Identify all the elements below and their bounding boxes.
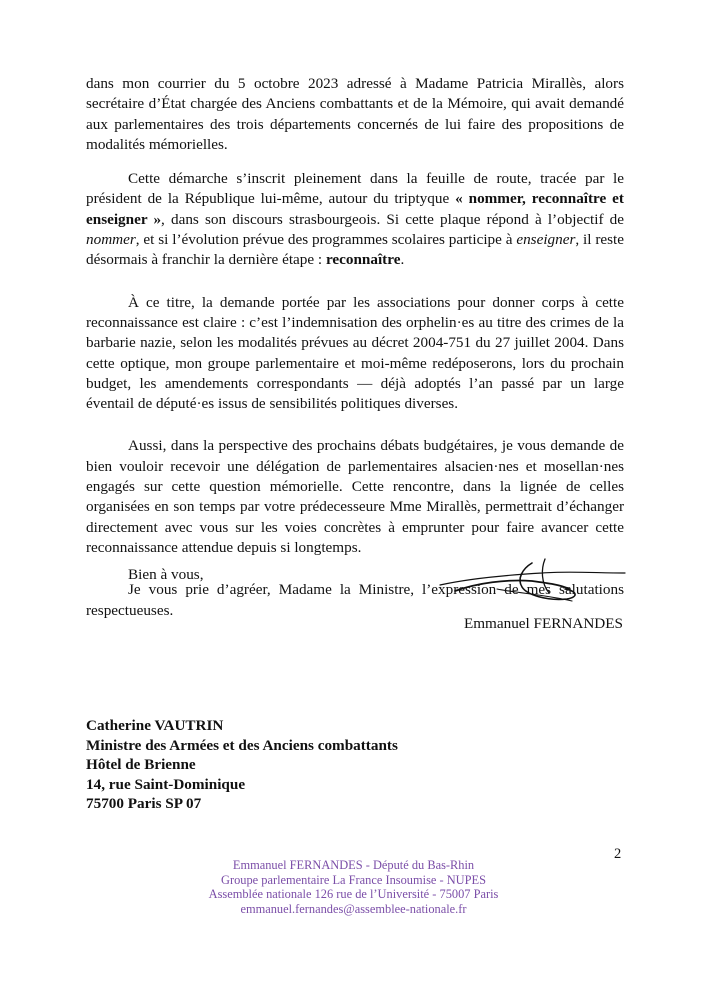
paragraph-salutations: Je vous prie d’agréer, Madame la Ministre, l’expression de mes salutations respectueuses. bbox=[86, 581, 624, 619]
reconnaitre-emphasis: reconnaître bbox=[325, 251, 401, 269]
footer-line-deputy: Emmanuel FERNANDES - Député du Bas-Rhin bbox=[232, 858, 475, 872]
triptych-emphasis: « nommer, reconnaître et enseigner » bbox=[86, 190, 624, 228]
recipient-street: 14, rue Saint-Dominique bbox=[86, 775, 246, 793]
paragraph-indemnisation: À ce titre, la demande portée par les associations pour donner corps à cette reconnaissance est claire : c’est l’indemnisation des orphelin·es au titre des crimes de la barbarie nazie, selon les modalités prévues au décret 2004-751 du 27 juillet 2004. Dans cette optique, mon groupe parlementaire et moi-même redéposerons, lors du prochain budget, les amendements correspondants — déjà adoptés l’an passé par un large éventail de député·es issus de sensibilités politiques diverses. bbox=[86, 293, 624, 413]
recipient-city: 75700 Paris SP 07 bbox=[86, 795, 202, 813]
recipient-title: Ministre des Armées et des Anciens combattants bbox=[86, 736, 398, 754]
signer-name: Emmanuel FERNANDES bbox=[463, 615, 623, 632]
handwritten-signature bbox=[437, 555, 627, 610]
page-number: 2 bbox=[614, 846, 622, 862]
letter-body bbox=[86, 74, 624, 621]
recipient-name: Catherine VAUTRIN bbox=[86, 717, 224, 734]
paragraph-delegation: Aussi, dans la perspective des prochains débats budgétaires, je vous demande de bien vouloir recevoir une délégation de parlementaires alsacien·nes et mosellan·nes engagés sur cette question mémorielle. Cette rencontre, dans la lignée de celles organisées en son temps par votre prédecesseure Mme Mirallès, permettrait d’échanger directement avec vous sur les voies concrètes à emprunter pour faire avancer cette reconnaissance attendue depuis si longtemps. bbox=[86, 437, 624, 556]
footer-line-address: Assemblée nationale 126 rue de l’Université - 75007 Paris bbox=[208, 887, 499, 902]
recipient-building: Hôtel de Brienne bbox=[86, 756, 196, 774]
footer-line-email: emmanuel.fernandes@assemblee-nationale.fr bbox=[240, 901, 467, 916]
letterhead-footer bbox=[0, 858, 707, 916]
closing-phrase: Bien à vous, bbox=[128, 566, 204, 583]
footer-line-group: Groupe parlementaire La France Insoumise - NUPES bbox=[221, 872, 486, 887]
paragraph-continuation: dans mon courrier du 5 octobre 2023 adressé à Madame Patricia Mirallès, alors secrétaire d’État chargée des Anciens combattants et de la Mémoire, qui avait demandé aux parlementaires des trois départements concernés de lui faire des propositions de modalités mémorielles. bbox=[86, 75, 624, 153]
recipient-address bbox=[86, 716, 398, 814]
paragraph-roadmap: Cette démarche s’inscrit pleinement dans la feuille de route, tracée par le président de la République lui-même, autour du triptyque « nommer, reconnaître et enseigner », dans son discours strasbourgeois. Si cette plaque répond à l’objectif de nommer, et si l’évolution prévue des programmes scolaires participe à enseigner, il reste désormais à franchir la dernière étape : reconnaître. bbox=[86, 170, 625, 269]
